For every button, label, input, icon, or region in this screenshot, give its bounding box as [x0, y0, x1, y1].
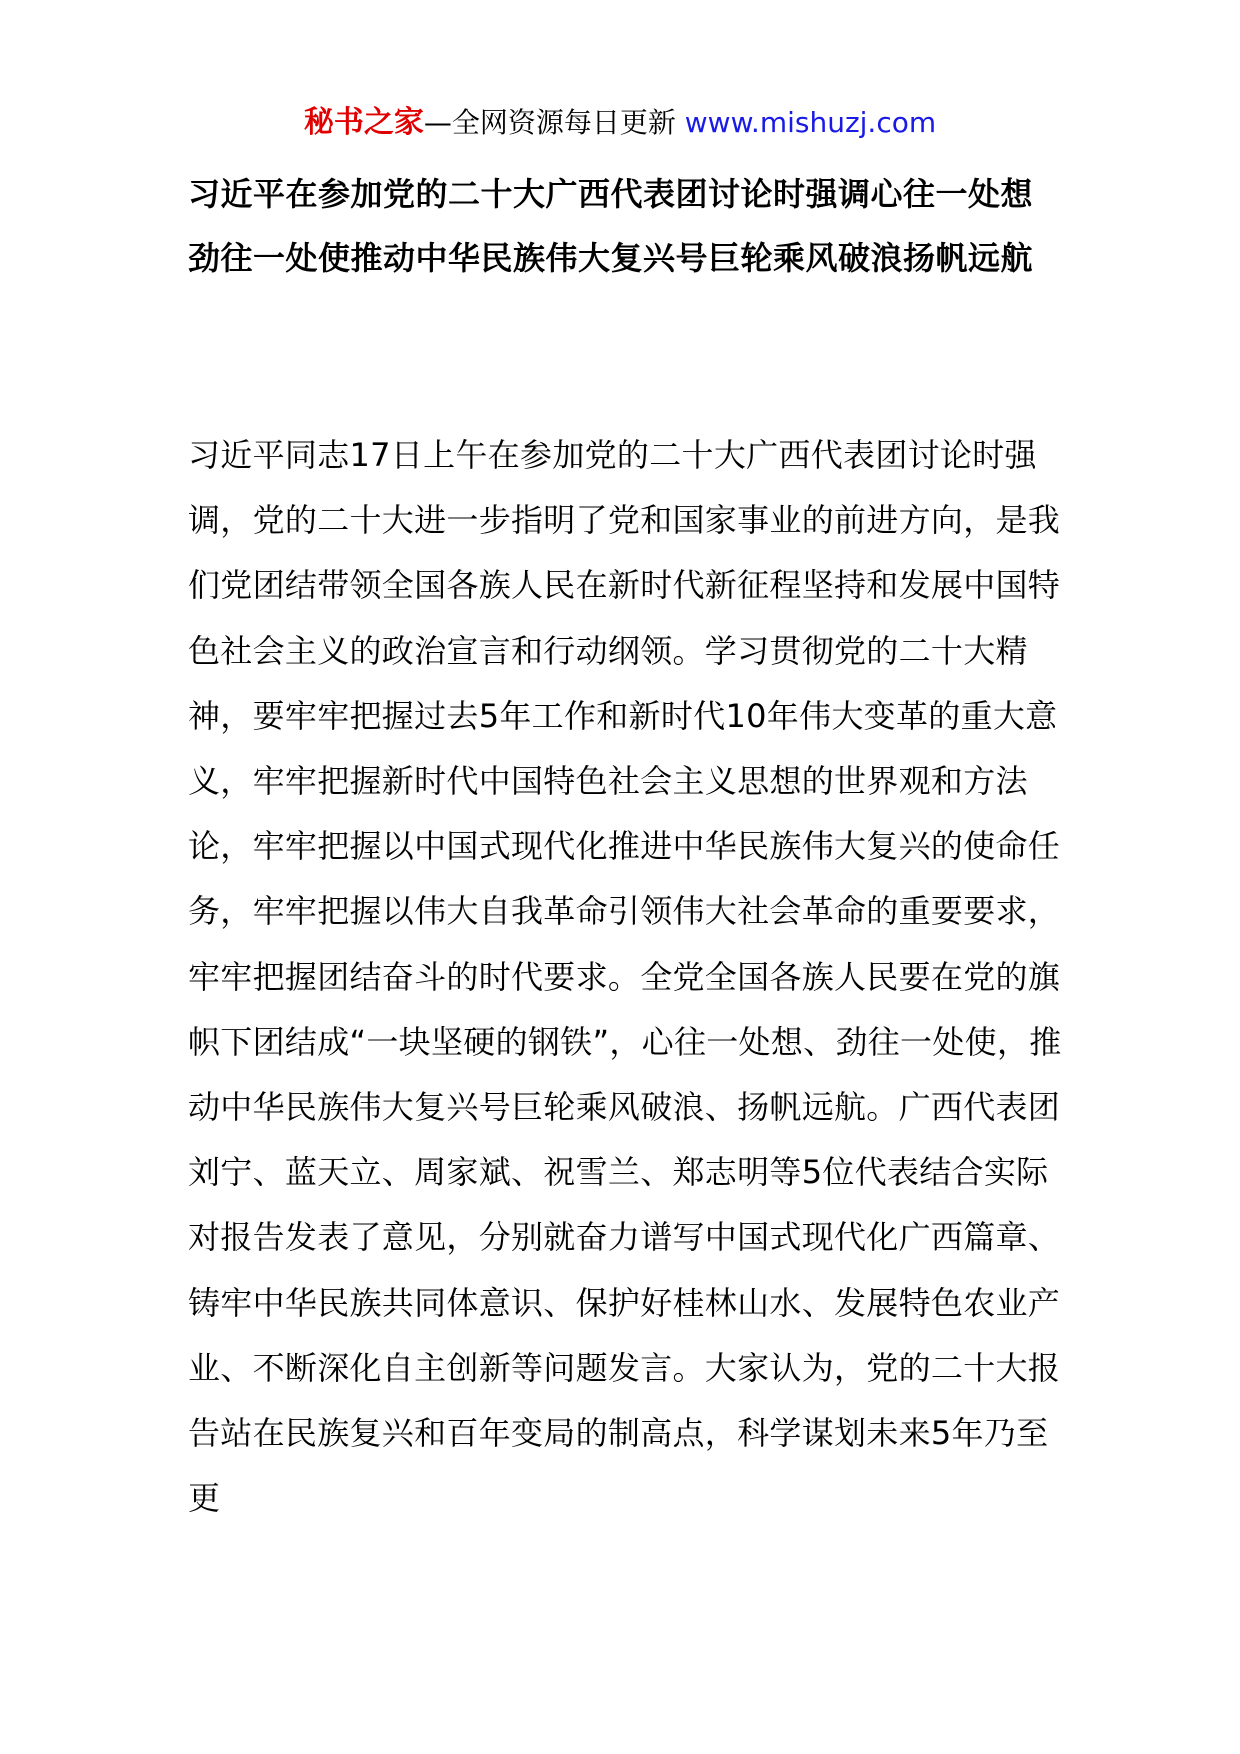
site-url-link[interactable]: www.mishuzj.com [684, 106, 937, 139]
site-tagline: —全网资源每日更新 [423, 106, 676, 139]
site-brand: 秘书之家 [303, 105, 424, 140]
document-body-paragraph: 习近平同志17日上午在参加党的二十大广西代表团讨论时强调，党的二十大进一步指明了党和国家事业的前进方向，是我们党团结带领全国各族人民在新时代新征程坚持和发展中国特色社会主义的政治宣言和行动纲领。学习贯彻党的二十大精神，要牢牢把握过去5年工作和新时代10年伟大变革的重大意义，牢牢把握新时代中国特色社会主义思想的世界观和方法论，牢牢把握以中国式现代化推进中华民族伟大复兴的使命任务，牢牢把握以伟大自我革命引领伟大社会革命的重要要求，牢牢把握团结奋斗的时代要求。全党全国各族人民要在党的旗帜下团结成“一块坚硬的钢铁”，心往一处想、劲往一处使，推动中华民族伟大复兴号巨轮乘风破浪、扬帆远航。广西代表团刘宁、蓝天立、周家斌、祝雪兰、郑志明等5位代表结合实际对报告发表了意见，分别就奋力谱写中国式现代化广西篇章、铸牢中华民族共同体意识、保护好桂林山水、发展特色农业产业、不断深化自主创新等问题发言。大家认为，党的二十大报告站在民族复兴和百年变局的制高点，科学谋划未来5年乃至更 [188, 436, 1062, 1518]
site-header [0, 100, 1240, 146]
document-title: 习近平在参加党的二十大广西代表团讨论时强调心往一处想劲往一处使推动中华民族伟大复兴号巨轮乘风破浪扬帆远航 [188, 175, 1034, 277]
